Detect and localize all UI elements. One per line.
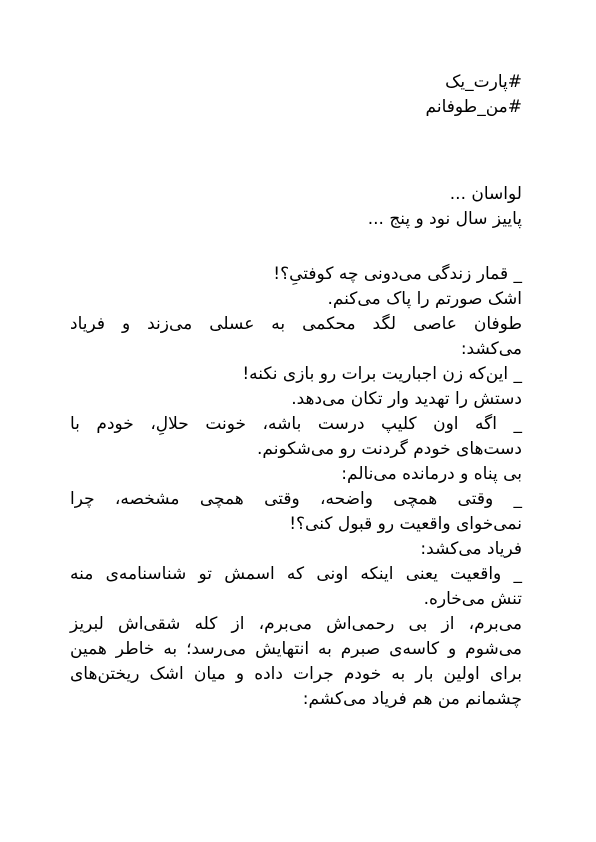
body-line: می‌برم، از بی رحمی‌اش می‌برم، از کله شقی‌اش لبریز: [70, 614, 522, 634]
body-line: اشک صورتم را پاک می‌کنم.: [327, 289, 522, 309]
body-line: دستش را تهدید وار تکان می‌دهد.: [291, 389, 522, 409]
hashtag-title: #من_طوفانم: [425, 97, 522, 117]
body-line: طوفان عاصی لگد محکمی به عسلی می‌زند و فریاد: [70, 314, 522, 334]
setting-location: لواسان ...: [449, 184, 522, 204]
body-line: می‌کشد:: [460, 339, 522, 359]
body-line: _ واقعیت یعنی اینکه اونی که اسمش تو شناسنامه‌ی منه: [70, 564, 522, 584]
body-line: _ اگه اون کلیپ درست باشه، خونت حلالِ، خودم با: [70, 414, 522, 434]
hashtag-part-one: #پارت_یک: [445, 72, 522, 92]
body-line: تنش می‌خاره.: [423, 589, 522, 609]
hashtag-lines: [70, 70, 522, 120]
body-line: نمی‌خوای واقعیت رو قبول کنی؟!: [289, 514, 522, 534]
body-line: چشمانم من هم فریاد می‌کشم:: [302, 689, 522, 709]
body-line: دست‌های خودم گردنت رو می‌شکونم.: [257, 439, 522, 459]
story-body: [70, 262, 522, 712]
body-line: _ وقتی همچی واضحه، وقتی همچی مشخصه، چرا: [70, 489, 522, 509]
setting-date: پاییز سال نود و پنج ...: [367, 209, 522, 229]
body-line: بی پناه و درمانده می‌نالم:: [341, 464, 522, 484]
body-line: برای اولین بار به خودم جرات داده و میان اشک ریختن‌های: [70, 664, 522, 684]
body-line: فریاد می‌کشد:: [420, 539, 522, 559]
body-line: _ قمار زندگی می‌دونی چه کوفتیِ؟!: [273, 264, 522, 284]
body-line: _ این‌که زن اجباریت برات رو بازی نکنه!: [242, 364, 522, 384]
setting-lines: [70, 182, 522, 232]
body-line: می‌شوم و کاسه‌ی صبرم به انتهایش می‌رسد؛ به خاطر همین: [70, 639, 522, 659]
